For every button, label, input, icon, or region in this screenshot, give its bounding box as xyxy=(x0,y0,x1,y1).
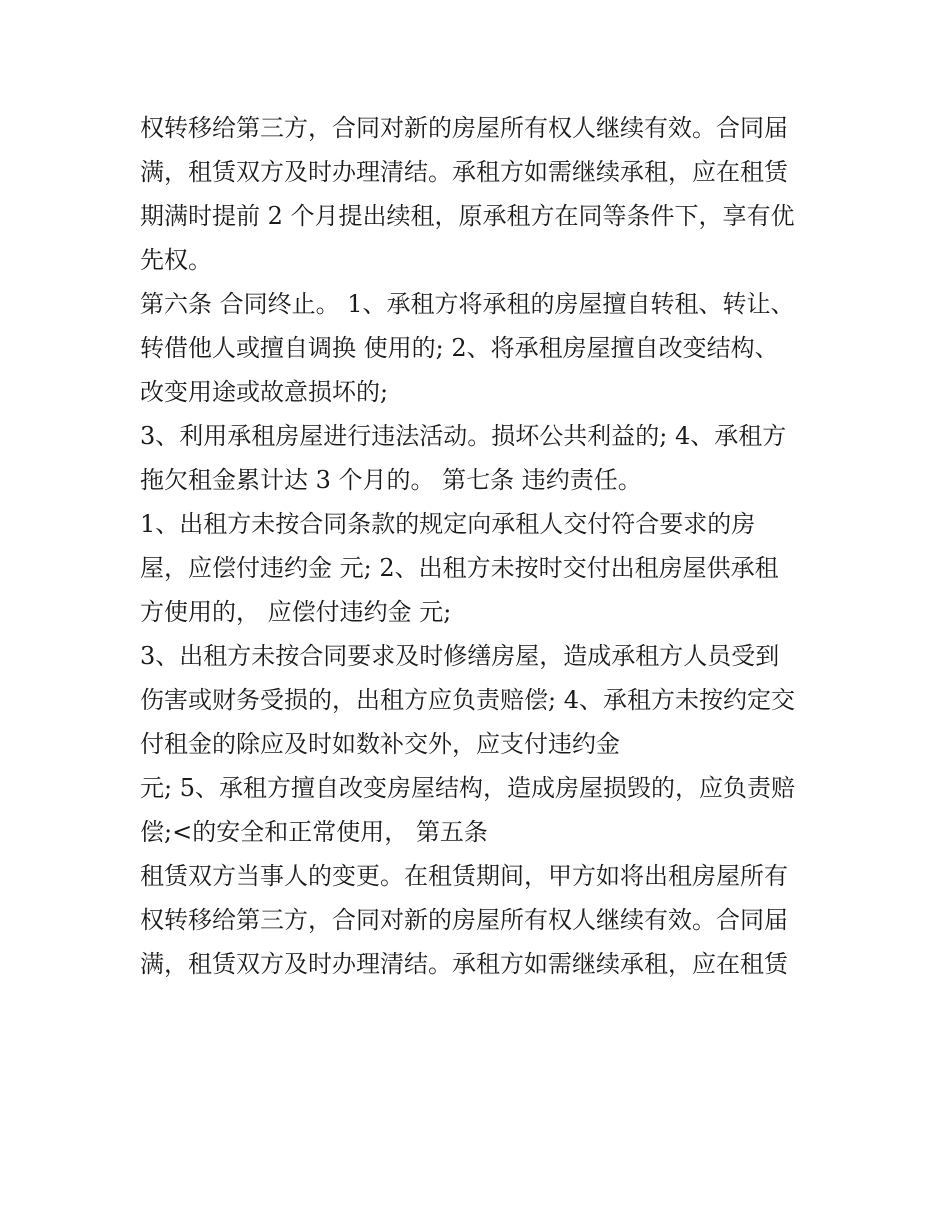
text-line: 付租金的除应及时如数补交外，应支付违约金 xyxy=(140,730,620,758)
text-line: 偿;<的安全和正常使用， 第五条 xyxy=(140,818,488,846)
text-line: 满，租赁双方及时办理清结。承租方如需继续承租，应在租赁 xyxy=(140,950,788,978)
text-line: 伤害或财务受损的，出租方应负责赔偿; 4、承租方未按约定交 xyxy=(140,686,795,714)
text-line: 权转移给第三方，合同对新的房屋所有权人继续有效。合同届 xyxy=(140,114,788,142)
text-line: 先权。 xyxy=(140,246,212,274)
text-line: 拖欠租金累计达 3 个月的。 第七条 违约责任。 xyxy=(140,466,642,494)
text-line: 1、出租方未按合同条款的规定向承租人交付符合要求的房 xyxy=(140,510,756,538)
text-line: 改变用途或故意损坏的; xyxy=(140,378,389,406)
text-line: 3、出租方未按合同要求及时修缮房屋，造成承租方人员受到 xyxy=(140,642,780,670)
text-line: 租赁双方当事人的变更。在租赁期间，甲方如将出租房屋所有 xyxy=(140,862,788,890)
text-line: 3、利用承租房屋进行违法活动。损坏公共利益的; 4、承租方 xyxy=(140,422,787,450)
text-line: 屋，应偿付违约金 元; 2、出租方未按时交付出租房屋供承租 xyxy=(140,554,779,582)
text-line: 方使用的， 应偿付违约金 元; xyxy=(140,598,452,626)
text-line: 第六条 合同终止。 1、承租方将承租的房屋擅自转租、转让、 xyxy=(140,290,795,318)
text-line: 期满时提前 2 个月提出续租，原承租方在同等条件下，享有优 xyxy=(140,202,795,230)
text-line: 元; 5、承租方擅自改变房屋结构，造成房屋损毁的，应负责赔 xyxy=(140,774,795,802)
text-line: 权转移给第三方，合同对新的房屋所有权人继续有效。合同届 xyxy=(140,906,788,934)
text-line: 转借他人或擅自调换 使用的; 2、将承租房屋擅自改变结构、 xyxy=(140,334,779,362)
text-line: 满，租赁双方及时办理清结。承租方如需继续承租，应在租赁 xyxy=(140,158,788,186)
document-body xyxy=(140,106,820,986)
